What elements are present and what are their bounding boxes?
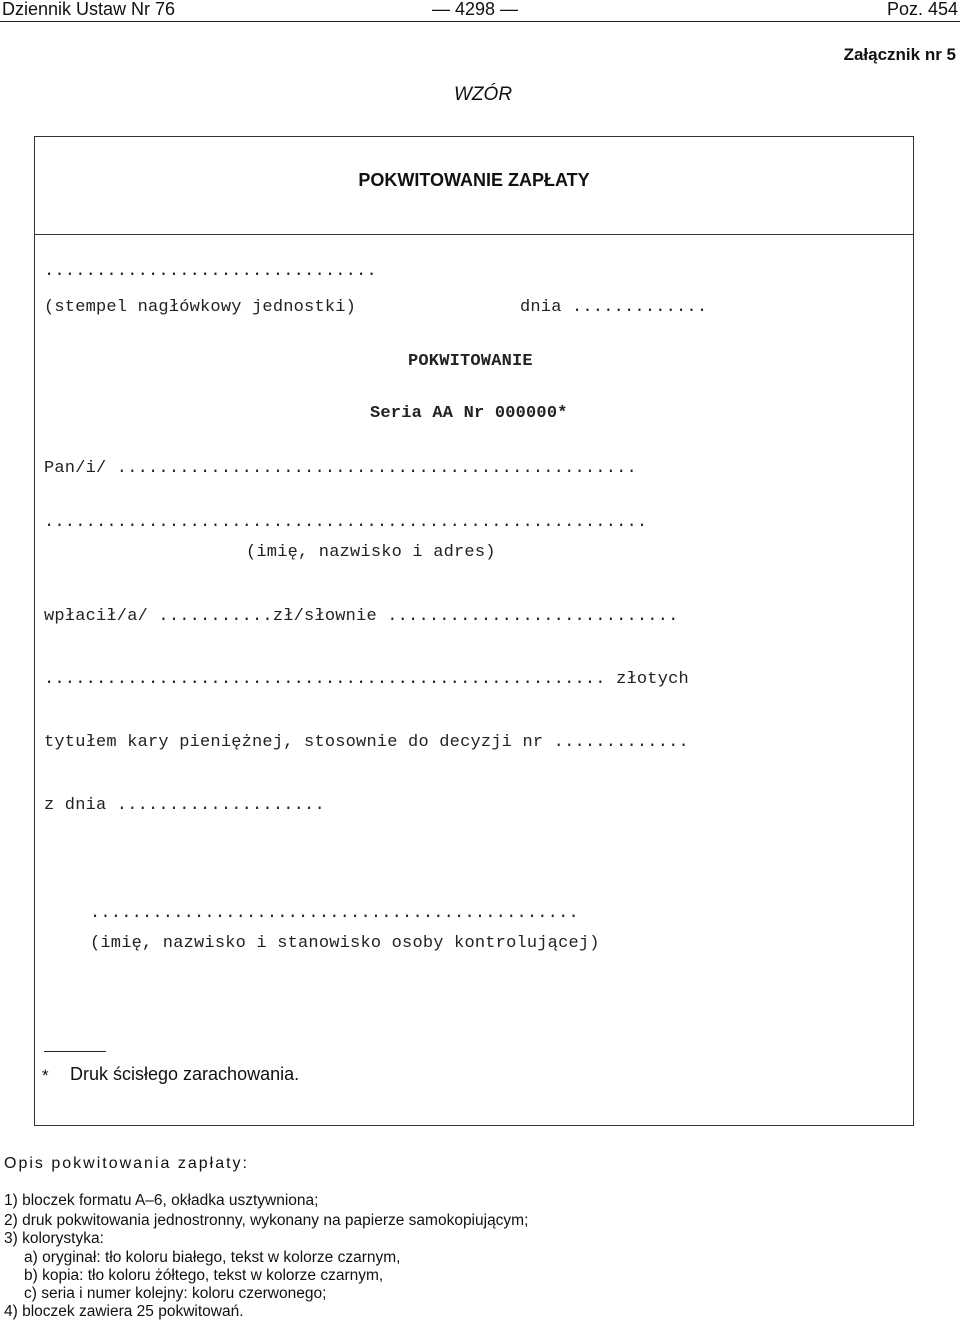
- journal-title: Dziennik Ustaw Nr 76: [2, 0, 176, 19]
- template-label: WZÓR: [454, 84, 513, 105]
- annex-label: Załącznik nr 5: [843, 45, 956, 64]
- signature-dots: ...............................................: [90, 904, 579, 923]
- receipt-heading: POKWITOWANIE: [408, 352, 533, 371]
- description-subitem: c) seria i numer kolejny: koloru czerwonego;: [24, 1285, 327, 1302]
- footnote-text: Druk ścisłego zarachowania.: [70, 1064, 300, 1084]
- series-number: Seria AA Nr 000000*: [370, 404, 568, 423]
- description-item: 2) druk pokwitowania jednostronny, wykonany na papierze samokopiującym;: [4, 1212, 529, 1229]
- receipt-form-frame: [34, 136, 914, 1126]
- position-number: Poz. 454: [886, 0, 958, 19]
- decision-number-field: tytułem kary pieniężnej, stosownie do decyzji nr .............: [44, 733, 689, 752]
- payer-label: (imię, nazwisko i adres): [246, 543, 496, 562]
- payer-field-continued: ..........................................................: [44, 513, 648, 532]
- stamp-dots: ................................: [44, 262, 377, 281]
- footnote-divider: [44, 1051, 106, 1052]
- description-item: 4) bloczek zawiera 25 pokwitowań.: [4, 1303, 244, 1320]
- amount-words-field: ...................................................... złotych: [44, 670, 689, 689]
- description-item: 1) bloczek formatu A–6, okładka usztywniona;: [4, 1192, 319, 1209]
- description-subitem: b) kopia: tło koloru żółtego, tekst w kolorze czarnym,: [24, 1267, 384, 1284]
- decision-date-field: z dnia ....................: [44, 796, 325, 815]
- signature-label: (imię, nazwisko i stanowisko osoby kontrolującej): [90, 934, 600, 953]
- amount-field: wpłacił/a/ ...........zł/słownie ............................: [44, 607, 679, 626]
- page-number: — 4298 —: [432, 0, 519, 19]
- payer-field: Pan/i/ ..................................................: [44, 459, 637, 478]
- description-subitem: a) oryginał: tło koloru białego, tekst w kolorze czarnym,: [24, 1249, 401, 1266]
- description-title: Opis pokwitowania zapłaty:: [4, 1155, 249, 1172]
- description-item: 3) kolorystyka:: [4, 1230, 104, 1247]
- header-divider: [0, 21, 960, 22]
- date-field: dnia .............: [520, 298, 708, 317]
- form-title-divider: [34, 234, 914, 235]
- stamp-label: (stempel nagłówkowy jednostki): [44, 298, 357, 317]
- form-title: POKWITOWANIE ZAPŁATY: [358, 170, 590, 190]
- footnote-mark: *: [42, 1066, 49, 1085]
